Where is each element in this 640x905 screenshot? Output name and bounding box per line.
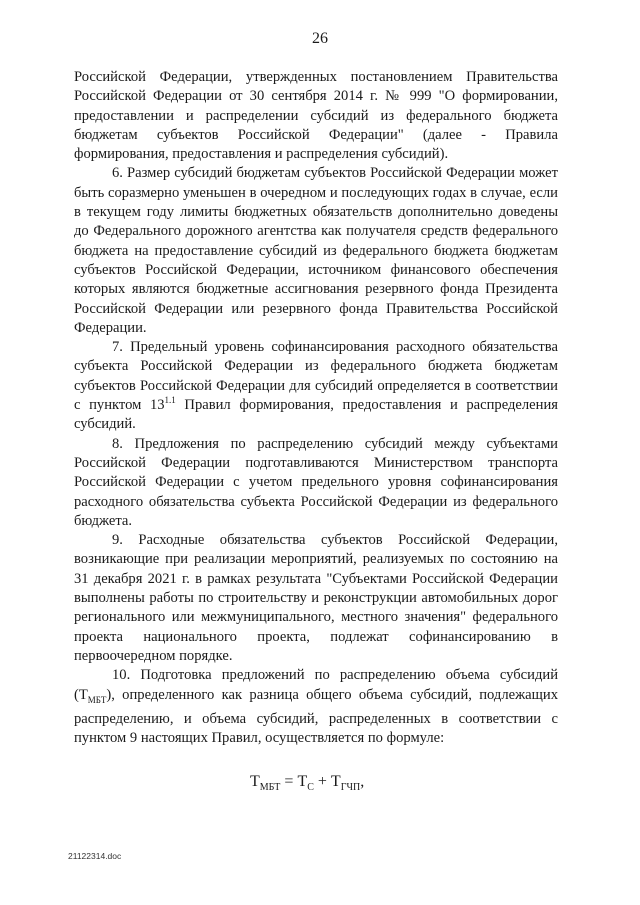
paragraph-10-text-end: ), определенного как разница общего объема субсидий, подлежащих распределению, и объема субсидий, распределенных в соответствии с пунктом 9 настоящих Правил, осуществляется по формуле: [74, 686, 558, 746]
formula-plus: + [313, 773, 331, 790]
footer-filename: 21122314.doc [68, 851, 122, 861]
paragraph-8: 8. Предложения по распределению субсидий между субъектами Российской Федерации подготавливаются Министерством транспорта Российской Федерации с учетом предельного уровня софинансирования расходного обязательства субъекта Российской Федерации из федерального бюджета. [74, 435, 558, 529]
formula-lhs: Т [250, 773, 260, 790]
formula-end: , [360, 773, 365, 790]
paragraph-7-text: 7. Предельный уровень софинансирования расходного обязательства субъекта Российской Федерации из федерального бюджета бюджетам субъектов Российской Федерации для субсидий определяется в соответствии с пунктом 13 [74, 339, 558, 414]
paragraph-9: 9. Расходные обязательства субъектов Российской Федерации, возникающие при реализации мероприятий, реализуемых по состоянию на 31 декабря 2021 г. в рамках результата "Субъектами Российской Федерации выполнены работы по строительству и реконструкции автомобильных дорог регионального или межмуниципального, местного значения" федерального проекта национального проекта, подлежат софинансированию в первоочередном порядке. [74, 532, 558, 664]
paragraph-10-subscript: МБТ [87, 694, 107, 705]
paragraph-7-text-end: Правил формирования, предоставления и распределения субсидий. [74, 397, 558, 433]
document-body [74, 68, 558, 748]
formula-term-2: Т [330, 773, 341, 790]
paragraph-intro: Российской Федерации, утвержденных постановлением Правительства Российской Федерации от 30 сентября 2014 г. № 999 "О формировании, предоставлении и распределении субсидий из федерального бюджета бюджетам субъектов Российской Федерации" (далее - Правила формирования, предоставления и распределения субсидий). [74, 69, 558, 163]
formula-equals: = [280, 773, 298, 790]
formula-term-1: Т [297, 773, 308, 790]
formula-term-1-subscript: С [307, 782, 314, 793]
paragraph-10 [74, 666, 558, 748]
formula-term-2-subscript: ГЧП [340, 782, 361, 793]
paragraph-6: 6. Размер субсидий бюджетам субъектов Российской Федерации может быть соразмерно уменьшен в очередном и последующих годах в случае, если в текущем году лимиты бюджетных обязательств дополнительно доведены до Федерального дорожного агентства как получателя средств федерального бюджета на предоставление субсидий из федерального бюджета бюджетам субъектов Российской Федерации, источником финансового обеспечения которых являются бюджетные ассигнования резервного фонда Президента Российской Федерации или резервного фонда Правительства Российской Федерации. [74, 165, 558, 336]
formula-lhs-subscript: МБТ [259, 782, 281, 793]
page-number: 26 [312, 30, 328, 47]
paragraph-7-superscript: 1.1 [164, 395, 176, 406]
paragraph-7 [74, 338, 558, 434]
formula [250, 773, 364, 791]
paragraph-10-text: 10. Подготовка предложений по распределению объема субсидий (Т [74, 667, 558, 703]
